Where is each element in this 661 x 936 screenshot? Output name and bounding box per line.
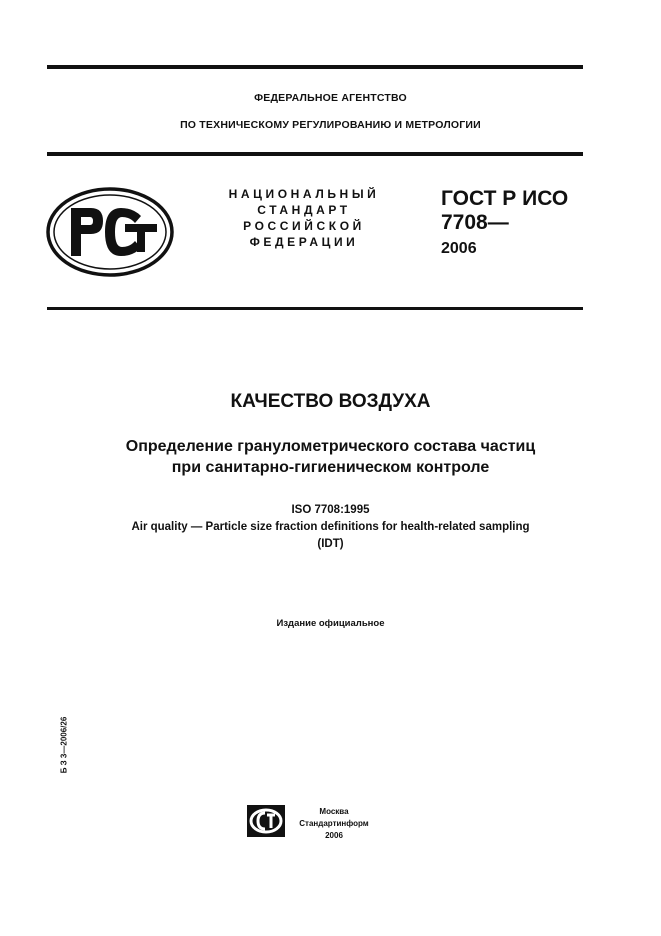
subtitle-line-1: Определение гранулометрического состава частиц bbox=[125, 438, 536, 455]
national-line-2: СТАНДАРТ bbox=[257, 203, 351, 217]
side-code: Б З 3—2006/26 bbox=[59, 716, 69, 774]
iso-english-title: Air quality — Particle size fraction definitions for health-related sampling bbox=[131, 521, 530, 533]
national-line-1: НАЦИОНАЛЬНЫЙ bbox=[228, 187, 380, 201]
gost-line-1: ГОСТ Р ИСО bbox=[441, 187, 569, 210]
standartinform-logo-icon bbox=[246, 804, 286, 838]
publisher-city: Москва bbox=[319, 807, 349, 816]
publisher-year: 2006 bbox=[325, 831, 343, 840]
national-line-4: ФЕДЕРАЦИИ bbox=[249, 235, 359, 249]
subtitle-line-2: при санитарно-гигиеническом контроле bbox=[171, 459, 490, 476]
edition-note: Издание официальное bbox=[276, 618, 385, 629]
gost-year: 2006 bbox=[441, 240, 477, 257]
header-rule bbox=[47, 152, 583, 156]
national-line-3: РОССИЙСКОЙ bbox=[243, 219, 365, 233]
gost-r-logo-icon bbox=[45, 186, 175, 278]
gost-line-2: 7708— bbox=[441, 211, 509, 234]
agency-line-2: ПО ТЕХНИЧЕСКОМУ РЕГУЛИРОВАНИЮ И МЕТРОЛОГИИ bbox=[180, 119, 481, 131]
national-standard-block bbox=[212, 186, 396, 250]
publisher-block bbox=[289, 806, 379, 842]
top-rule bbox=[47, 65, 583, 69]
agency-line-1: ФЕДЕРАЛЬНОЕ АГЕНТСТВО bbox=[254, 92, 407, 104]
iso-code: ISO 7708:1995 bbox=[291, 504, 370, 516]
gost-designation bbox=[441, 187, 568, 235]
document-title: КАЧЕСТВО ВОЗДУХА bbox=[230, 391, 431, 412]
standard-rule bbox=[47, 307, 583, 310]
publisher-name: Стандартинформ bbox=[299, 819, 369, 828]
iso-degree: (IDT) bbox=[317, 538, 344, 550]
